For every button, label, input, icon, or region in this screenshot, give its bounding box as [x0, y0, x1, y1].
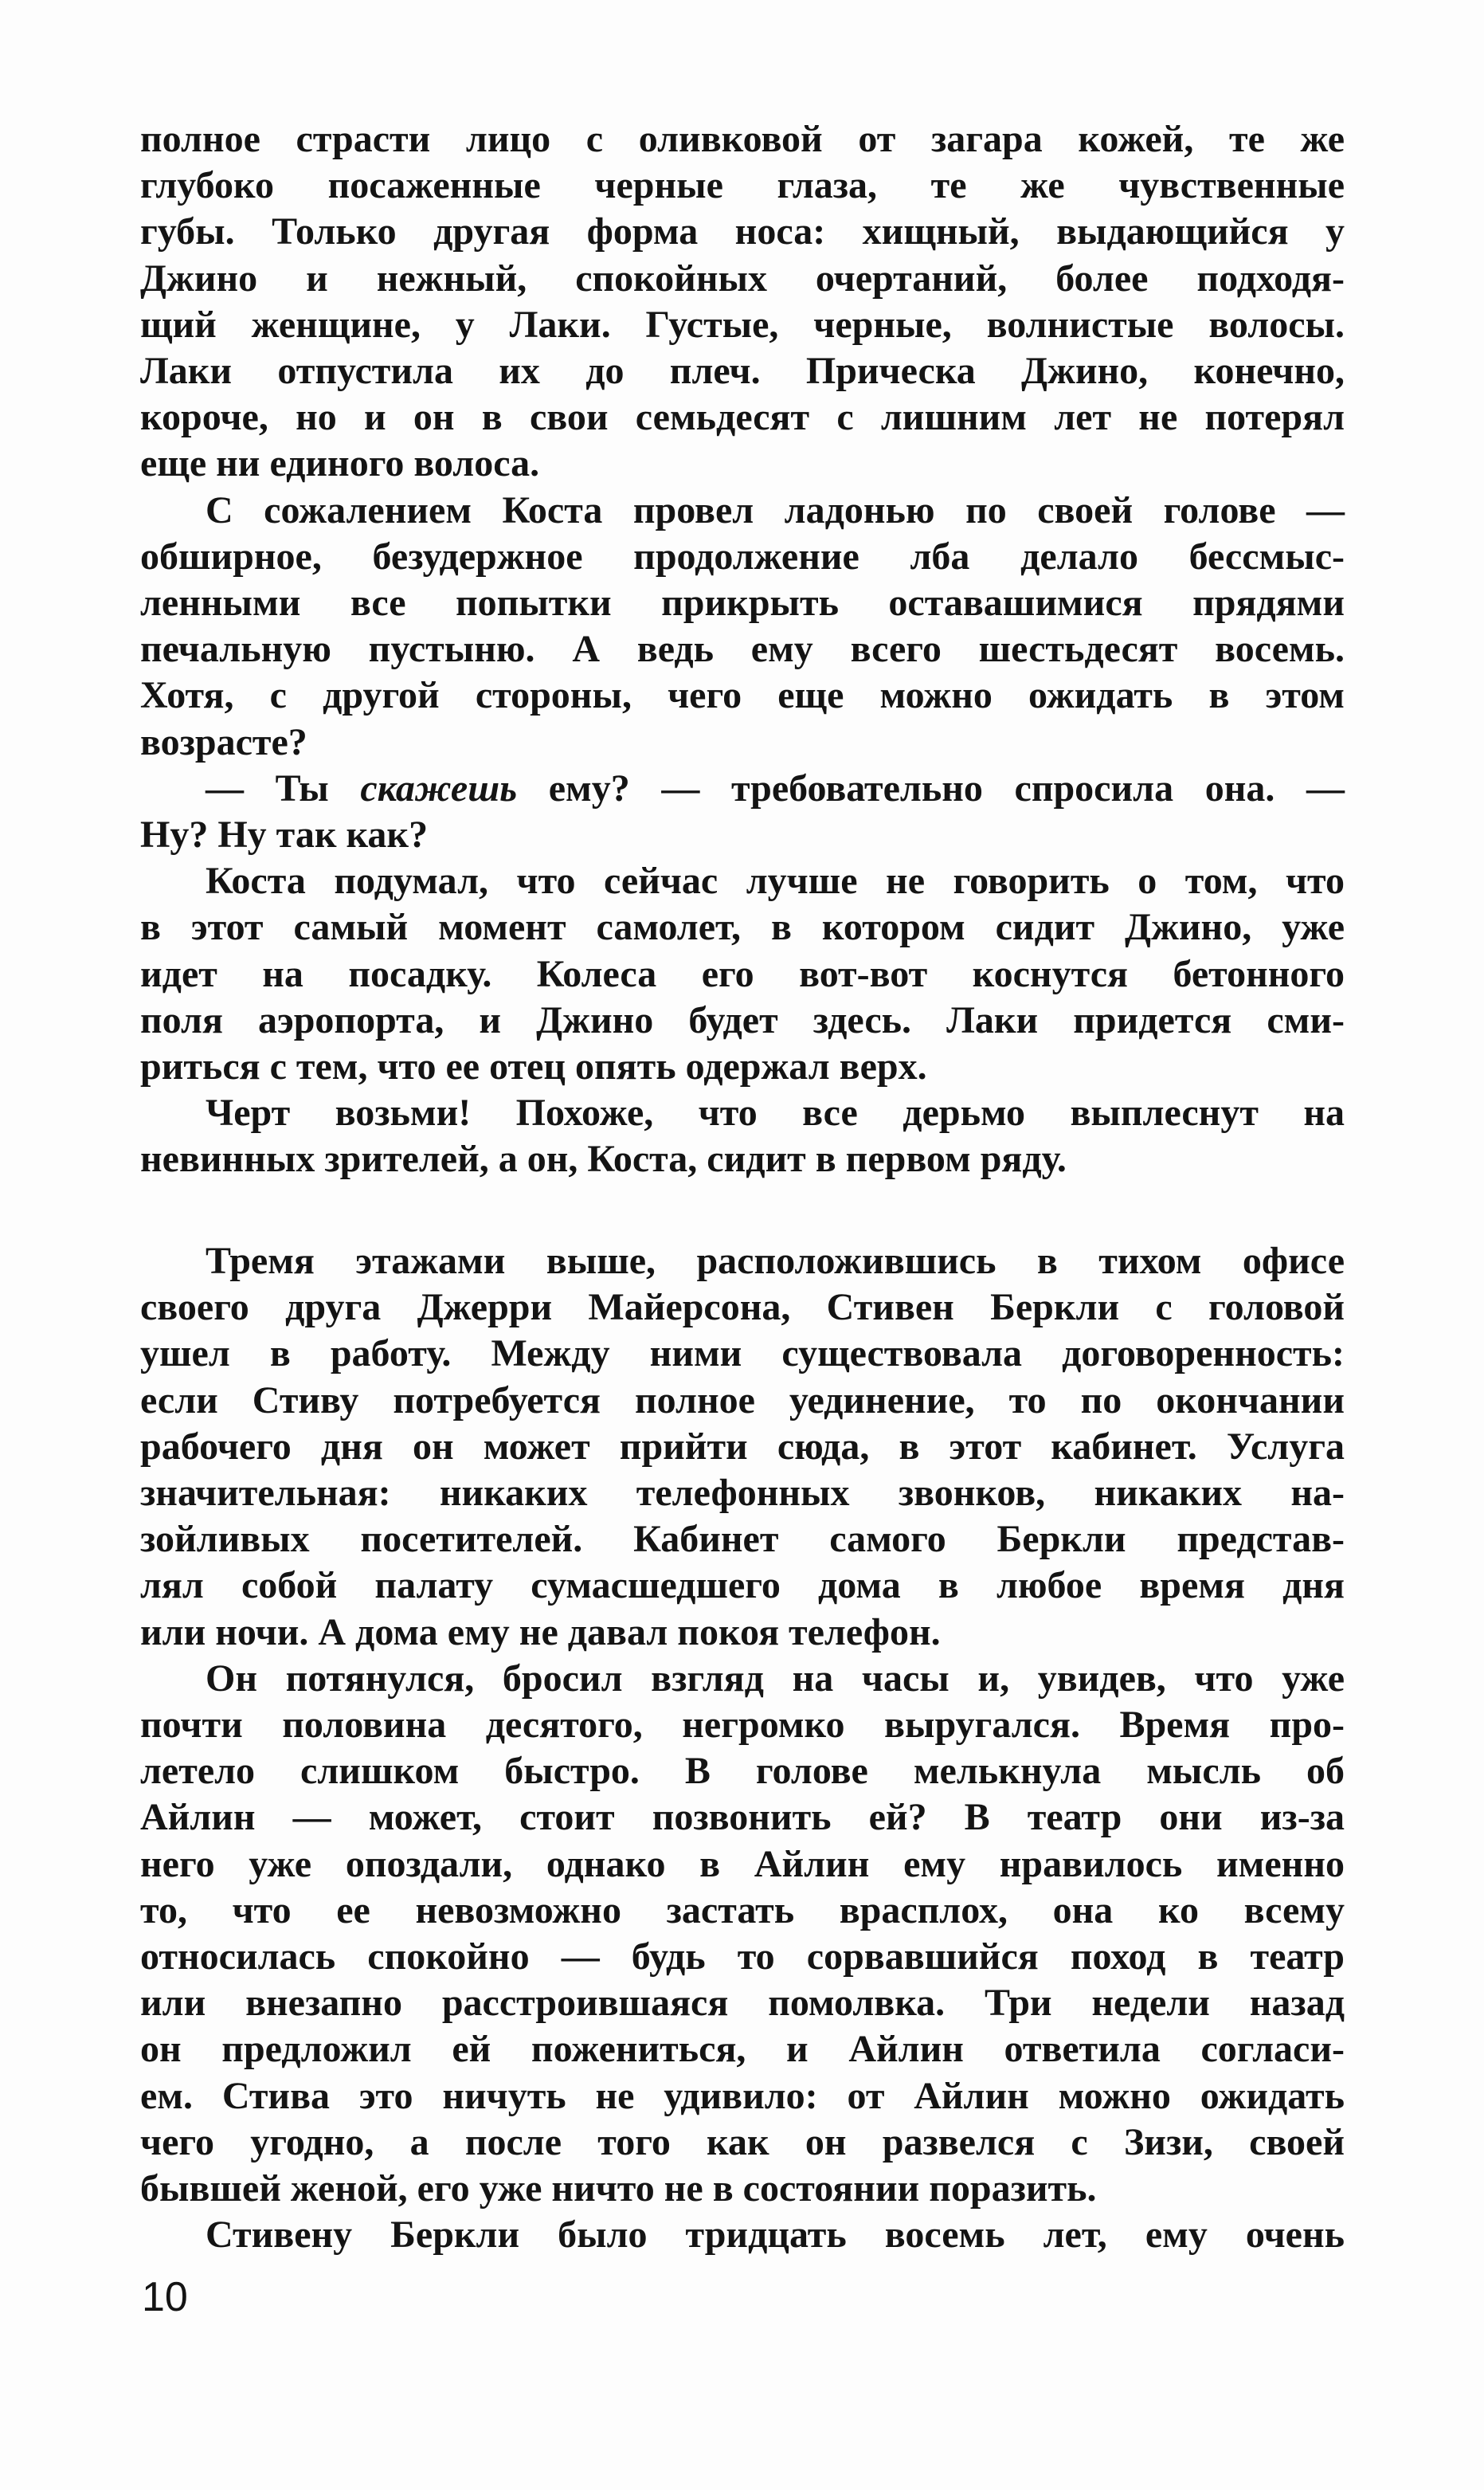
- text-line: щий женщине, у Лаки. Густые, черные, волнистые волосы.: [140, 303, 1345, 346]
- paragraph-8: [140, 2212, 1345, 2258]
- text-section-2: [140, 1238, 1345, 2258]
- text-line: ем. Стива это ничуть не удивило: от Айлин можно ожидать: [140, 2074, 1345, 2117]
- text-line: идет на посадку. Колеса его вот-вот коснутся бетонного: [140, 952, 1345, 995]
- text-line: невинных зрителей, а он, Коста, сидит в первом ряду.: [140, 1138, 1067, 1181]
- text-line: обширное, безудержное продолжение лба делало бессмыс-: [140, 535, 1345, 578]
- text-line: короче, но и он в свои семьдесят с лишним лет не потерял: [140, 396, 1345, 439]
- dialogue-text-after: ему? — требовательно спросила она. —: [517, 767, 1345, 810]
- text-line: значительная: никаких телефонных звонков, никаких на-: [140, 1472, 1345, 1515]
- text-line: своего друга Джерри Майерсона, Стивен Беркли с головой: [140, 1286, 1345, 1329]
- text-line: бывшей женой, его уже ничто не в состоянии поразить.: [140, 2167, 1097, 2210]
- text-line: лял собой палату сумасшедшего дома в любое время дня: [140, 1564, 1345, 1607]
- text-line: если Стиву потребуется полное уединение, то по окончании: [140, 1378, 1345, 1421]
- text-line: глубоко посаженные черные глаза, те же чувственные: [140, 164, 1345, 207]
- text-line: Айлин — может, стоит позвонить ей? В театр они из-за: [140, 1796, 1345, 1839]
- page-number: 10: [142, 2274, 188, 2320]
- text-line: или ночи. А дома ему не давал покоя телефон.: [140, 1610, 941, 1653]
- text-line: ушел в работу. Между ними существовала договоренность:: [140, 1332, 1345, 1375]
- paragraph-2: [140, 488, 1345, 766]
- text-line: Коста подумал, что сейчас лучше не говорить о том, что: [206, 860, 1345, 903]
- paragraph-7: [140, 1656, 1345, 2212]
- text-line: еще ни единого волоса.: [140, 442, 540, 485]
- text-line: он предложил ей пожениться, и Айлин ответила согласи-: [140, 2028, 1345, 2071]
- text-line: летело слишком быстро. В голове мелькнула мысль об: [140, 1750, 1345, 1793]
- dialogue-line: [140, 766, 1345, 812]
- text-line: Он потянулся, бросил взгляд на часы и, увидев, что уже: [206, 1657, 1345, 1700]
- dialogue-text-before: — Ты: [206, 767, 361, 810]
- paragraph-5: [140, 1090, 1345, 1182]
- text-line: него уже опоздали, однако в Айлин ему нравилось именно: [140, 1842, 1345, 1885]
- text-line: Лаки отпустила их до плеч. Прическа Джино, конечно,: [140, 350, 1345, 393]
- text-line: чего угодно, а после того как он развелся с Зизи, своей: [140, 2120, 1345, 2163]
- paragraph-1: [140, 116, 1345, 488]
- text-line: в этот самый момент самолет, в котором сидит Джино, уже: [140, 906, 1345, 949]
- paragraph-3-dialogue: [140, 766, 1345, 858]
- text-line: поля аэропорта, и Джино будет здесь. Лаки придется сми-: [140, 998, 1345, 1041]
- paragraph-4: [140, 858, 1345, 1090]
- text-line: Черт возьми! Похоже, что все дерьмо выплеснут на: [206, 1092, 1345, 1135]
- text-line: губы. Только другая форма носа: хищный, выдающийся у: [140, 210, 1345, 253]
- text-line: С сожалением Коста провел ладонью по своей голове —: [206, 488, 1345, 531]
- text-line: то, что ее невозможно застать врасплох, она ко всему: [140, 1888, 1345, 1931]
- text-line: ленными все попытки прикрыть оставашимися прядями: [140, 582, 1345, 625]
- text-line: Хотя, с другой стороны, чего еще можно ожидать в этом: [140, 674, 1345, 717]
- text-line: зойливых посетителей. Кабинет самого Беркли представ-: [140, 1518, 1345, 1561]
- text-line: полное страсти лицо с оливковой от загара кожей, те же: [140, 118, 1345, 160]
- dialogue-italic-word: скажешь: [360, 767, 518, 810]
- text-section-1: [140, 116, 1345, 1183]
- text-line: или внезапно расстроившаяся помолвка. Три недели назад: [140, 1982, 1345, 2025]
- text-line: Ну? Ну так как?: [140, 814, 429, 857]
- text-line: риться с тем, что ее отец опять одержал верх.: [140, 1045, 927, 1088]
- text-line: относилась спокойно — будь то сорвавшийся поход в театр: [140, 1935, 1345, 1978]
- text-line: рабочего дня он может прийти сюда, в этот кабинет. Услуга: [140, 1425, 1345, 1468]
- paragraph-6: [140, 1238, 1345, 1656]
- text-line: Тремя этажами выше, расположившись в тихом офисе: [206, 1240, 1345, 1282]
- text-line: Стивену Беркли было тридцать восемь лет, ему очень: [206, 2214, 1345, 2257]
- text-line: почти половина десятого, негромко выругался. Время про-: [140, 1704, 1345, 1747]
- text-line: Джино и нежный, спокойных очертаний, более подходя-: [140, 257, 1345, 300]
- text-line: возрасте?: [140, 720, 307, 763]
- text-line: печальную пустыню. А ведь ему всего шестьдесят восемь.: [140, 628, 1345, 671]
